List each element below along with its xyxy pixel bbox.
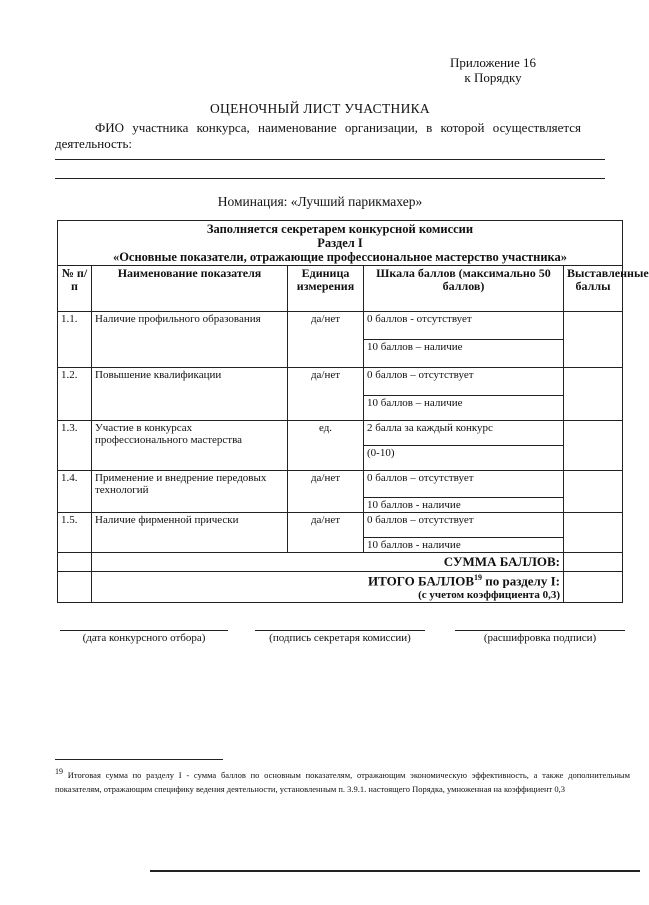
header-section: Раздел I <box>317 236 363 250</box>
secretary-signature-label: (подпись секретаря комиссии) <box>269 632 411 644</box>
row-scale-option: 0 баллов – отсутствует <box>364 513 564 538</box>
footnote-separator <box>55 759 223 760</box>
sum-row <box>58 553 623 572</box>
table-row <box>58 368 623 396</box>
decode-signature-line[interactable] <box>455 630 625 631</box>
decode-signature-label: (расшифровка подписи) <box>483 632 597 644</box>
header-secretary: Заполняется секретарем конкурсной комиссии <box>206 222 474 236</box>
col-header-num: № п/п <box>58 266 92 312</box>
column-headers <box>58 266 623 312</box>
table-row <box>58 513 623 538</box>
row-scale-option: 0 баллов - отсутствует <box>364 312 564 340</box>
row-scale-option: 2 балла за каждый конкурс <box>364 421 564 446</box>
footnote-ref: 19 <box>474 573 482 582</box>
sum-score-cell[interactable] <box>564 553 623 572</box>
row-name: Участие в конкурсах профессионального мастерства <box>92 421 288 471</box>
fio-fill-line-1[interactable] <box>55 159 605 160</box>
footnote <box>55 765 630 796</box>
total-note: (с учетом коэффициента 0,3) <box>418 589 560 602</box>
footnote-number: 19 <box>55 767 63 776</box>
table-header-block <box>58 221 623 266</box>
row-name: Применение и внедрение передовых технологий <box>92 471 288 513</box>
fio-label-line-2: деятельность: <box>55 136 133 151</box>
row-num: 1.5. <box>58 513 92 553</box>
total-score-cell[interactable] <box>564 572 623 603</box>
row-num: 1.2. <box>58 368 92 421</box>
header-section-title: «Основные показатели, отражающие профессиональное мастерство участника» <box>112 250 568 264</box>
row-scale-option: 10 баллов – наличие <box>364 340 564 368</box>
row-num: 1.1. <box>58 312 92 368</box>
date-signature-label: (дата конкурсного отбора) <box>82 632 206 644</box>
sum-label: СУММА БАЛЛОВ: <box>92 553 564 572</box>
score-cell[interactable] <box>564 471 623 513</box>
row-unit: ед. <box>288 421 364 471</box>
fio-label-line-1: ФИО участника конкурса, наименование организации, в которой осуществляется <box>95 120 582 135</box>
col-header-score: Выставленные баллы <box>564 266 623 312</box>
row-name: Повышение квалификации <box>92 368 288 421</box>
row-scale-option: 0 баллов – отсутствует <box>364 368 564 396</box>
score-cell[interactable] <box>564 421 623 471</box>
total-label-cell <box>92 572 564 603</box>
total-row <box>58 572 623 603</box>
nomination: Номинация: «Лучший парикмахер» <box>217 194 423 209</box>
row-unit: да/нет <box>288 368 364 421</box>
page-title: ОЦЕНОЧНЫЙ ЛИСТ УЧАСТНИКА <box>210 101 430 116</box>
row-scale-option: 0 баллов – отсутствует <box>364 471 564 498</box>
row-unit: да/нет <box>288 312 364 368</box>
row-scale-option: (0-10) <box>364 446 564 471</box>
row-name: Наличие фирменной прически <box>92 513 288 553</box>
row-num: 1.3. <box>58 421 92 471</box>
score-cell[interactable] <box>564 368 623 421</box>
row-num: 1.4. <box>58 471 92 513</box>
scan-edge-bar <box>150 870 640 872</box>
appendix-reference <box>450 55 536 85</box>
col-header-name: Наименование показателя <box>92 266 288 312</box>
footnote-text: Итоговая сумма по разделу I - сумма баллов по основным показателям, отражающим экономическую эффективность, а также дополнительным показателям, отражающим специфику ведения деятельности, установленным п. 3.9.1. настоящего Порядка, умноженная на коэффициент 0,3 <box>55 769 630 794</box>
secretary-signature-line[interactable] <box>255 630 425 631</box>
row-unit: да/нет <box>288 513 364 553</box>
date-signature-line[interactable] <box>60 630 228 631</box>
row-name: Наличие профильного образования <box>92 312 288 368</box>
evaluation-table <box>57 220 649 603</box>
table-row <box>58 471 623 498</box>
score-cell[interactable] <box>564 513 623 553</box>
row-scale-option: 10 баллов - наличие <box>364 538 564 553</box>
appendix-line-1: Приложение 16 <box>450 55 537 70</box>
score-cell[interactable] <box>564 312 623 368</box>
fio-fill-line-2[interactable] <box>55 178 605 179</box>
row-unit: да/нет <box>288 471 364 513</box>
col-header-unit: Единица измерения <box>288 266 364 312</box>
table-row <box>58 421 623 446</box>
appendix-line-2: к Порядку <box>464 70 522 85</box>
col-header-scale: Шкала баллов (максимально 50 баллов) <box>364 266 564 312</box>
total-label: ИТОГО БАЛЛОВ$^{19}$ по разделу I: <box>368 573 560 589</box>
row-scale-option: 10 баллов – наличие <box>364 396 564 421</box>
row-scale-option: 10 баллов - наличие <box>364 498 564 513</box>
table-row <box>58 312 623 340</box>
